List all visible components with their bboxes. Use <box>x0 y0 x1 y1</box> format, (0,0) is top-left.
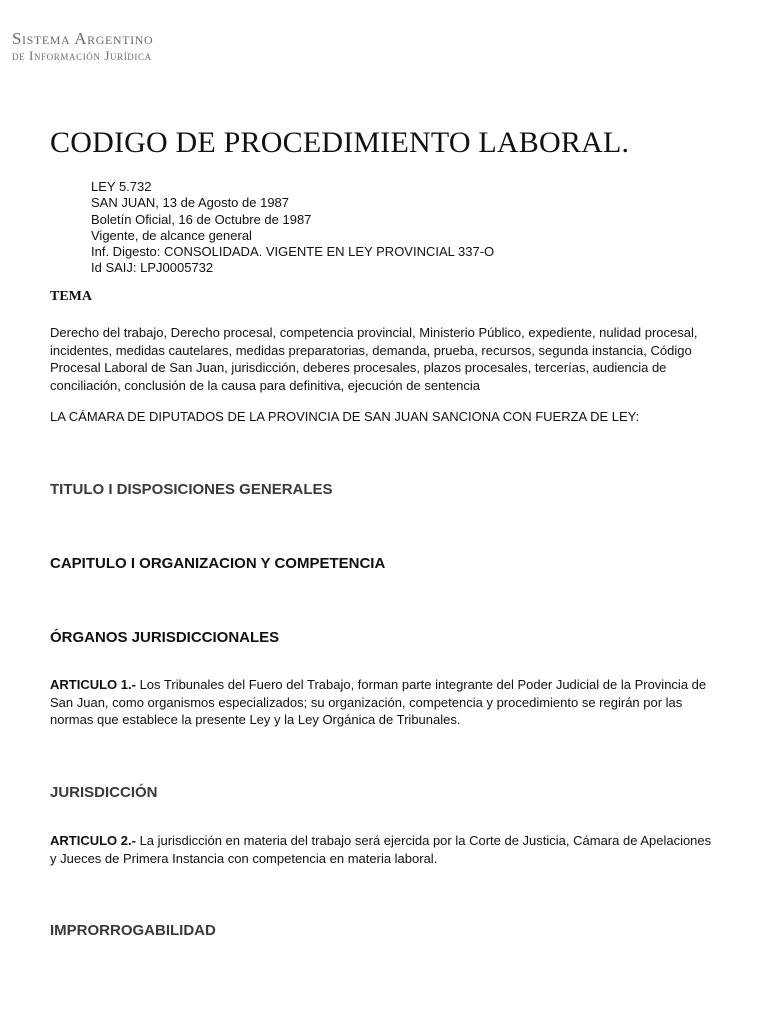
saij-id: Id SAIJ: LPJ0005732 <box>91 260 214 276</box>
organos-heading: ÓRGANOS JURISDICCIONALES <box>50 629 280 646</box>
enacting-clause: LA CÁMARA DE DIPUTADOS DE LA PROVINCIA DE SAN JUAN SANCIONA CON FUERZA DE LEY: <box>50 409 640 424</box>
law-status: Vigente, de alcance general <box>91 227 252 243</box>
jurisdiccion-heading: JURISDICCIÓN <box>50 784 158 801</box>
tema-heading: TEMA <box>50 289 92 304</box>
capitulo-heading: CAPITULO I ORGANIZACION Y COMPETENCIA <box>50 555 386 572</box>
article-1 <box>50 676 720 729</box>
digest-info: Inf. Digesto: CONSOLIDADA. VIGENTE EN LEY PROVINCIAL 337-O <box>91 244 495 260</box>
improrrogabilidad-heading: IMPRORROGABILIDAD <box>50 922 216 939</box>
logo-line-2: de Información Jurídica <box>12 48 152 63</box>
bulletin-date: Boletín Oficial, 16 de Octubre de 1987 <box>91 211 312 227</box>
law-date: SAN JUAN, 13 de Agosto de 1987 <box>91 195 290 211</box>
saij-logo <box>12 30 153 62</box>
law-number: LEY 5.732 <box>91 179 152 194</box>
tema-text: Derecho del trabajo, Derecho procesal, competencia provincial, Ministerio Público, expediente, nulidad procesal, incidentes, medidas cautelares, medidas preparatorias, demanda, prueba, recursos, segunda instancia, Código Procesal Laboral de San Juan, jurisdicción, deberes procesales, plazos procesales, tercerías, audiencia de conciliación, conclusión de la causa para definitiva, ejecución de sentencia <box>50 325 698 394</box>
titulo-heading: TITULO I DISPOSICIONES GENERALES <box>50 481 333 498</box>
logo-line-1: Sistema Argentino <box>12 29 154 48</box>
article-2-label: ARTICULO 2.- <box>50 833 136 848</box>
article-1-text: Los Tribunales del Fuero del Trabajo, forman parte integrante del Poder Judicial de la Provincia de San Juan, como organismos especializados; su organización, competencia y procedimiento se regirán por las normas que establece la presente Ley y la Ley Orgánica de Tribunales. <box>50 677 707 728</box>
law-metadata <box>91 179 494 277</box>
article-2-text: La jurisdicción en materia del trabajo será ejercida por la Corte de Justicia, Cámara de Apelaciones y Jueces de Primera Instancia con competencia en materia laboral. <box>50 833 712 866</box>
article-2 <box>50 832 720 867</box>
document-title: CODIGO DE PROCEDIMIENTO LABORAL. <box>50 126 630 159</box>
article-1-label: ARTICULO 1.- <box>50 677 136 692</box>
